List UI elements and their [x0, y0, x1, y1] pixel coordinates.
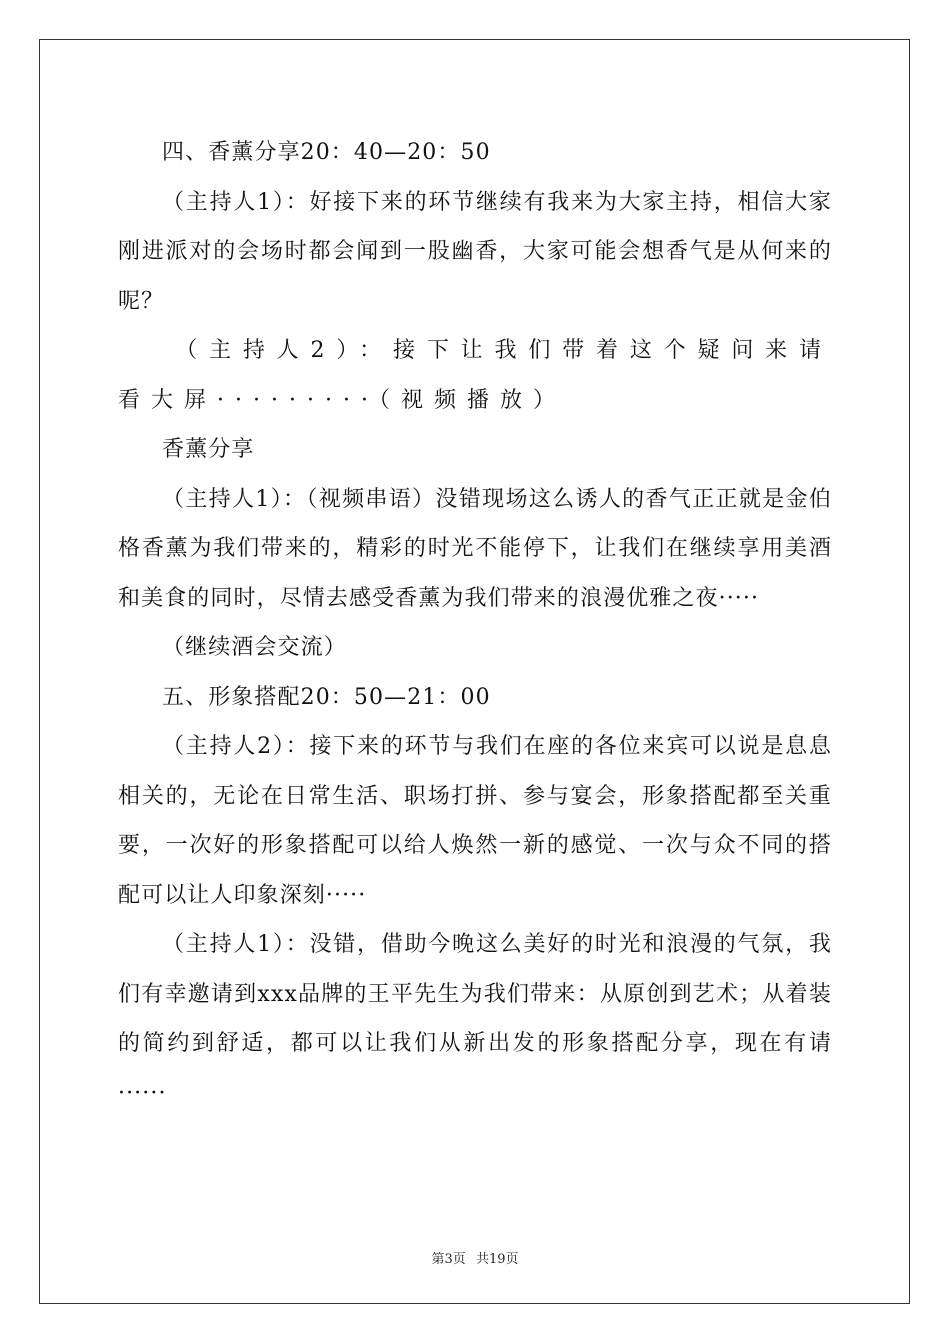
page-footer — [0, 1248, 950, 1267]
section-heading-aroma: 四、香薰分享20：40—20：50 — [162, 140, 491, 165]
paragraph-host1-aroma: （主持人1）：（视频串语）没错现场这么诱人的香气正正就是金伯格香薰为我们带来的，精彩的时光不能停下，让我们在继续享用美酒和美食的同时，尽情去感受香薰为我们带来的浪漫优雅之夜····· — [118, 486, 832, 611]
document-body — [118, 128, 832, 1118]
paragraph-host2-video: （主持人2）：接下让我们带着这个疑问来请看大屏·········（视频播放） — [118, 338, 832, 413]
page-total: 共19页 — [475, 1252, 519, 1267]
paragraph-host1-invite: （主持人1）：没错，借助今晚这么美好的时光和浪漫的气氛，我们有幸邀请到xxx品牌的王平先生为我们带来：从原创到艺术；从着装的简约到舒适，都可以让我们从新出发的形象搭配分享，现在有请······ — [118, 932, 832, 1106]
paragraph-continue-party: （继续酒会交流） — [162, 635, 347, 660]
paragraph-host2-style: （主持人2）：接下来的环节与我们在座的各位来宾可以说是息息相关的，无论在日常生活、职场打拼、参与宴会，形象搭配都至关重要，一次好的形象搭配可以给人焕然一新的感觉、一次与众不同的搭配可以让人印象深刻····· — [118, 734, 832, 908]
page-number: 第3页 — [431, 1252, 466, 1267]
paragraph-host1-intro: （主持人1）：好接下来的环节继续有我来为大家主持，相信大家刚进派对的会场时都会闻到一股幽香，大家可能会想香气是从何来的呢？ — [118, 189, 832, 314]
section-heading-style: 五、形象搭配20：50—21：00 — [162, 684, 491, 710]
subheading-aroma-share: 香薰分享 — [162, 437, 255, 462]
